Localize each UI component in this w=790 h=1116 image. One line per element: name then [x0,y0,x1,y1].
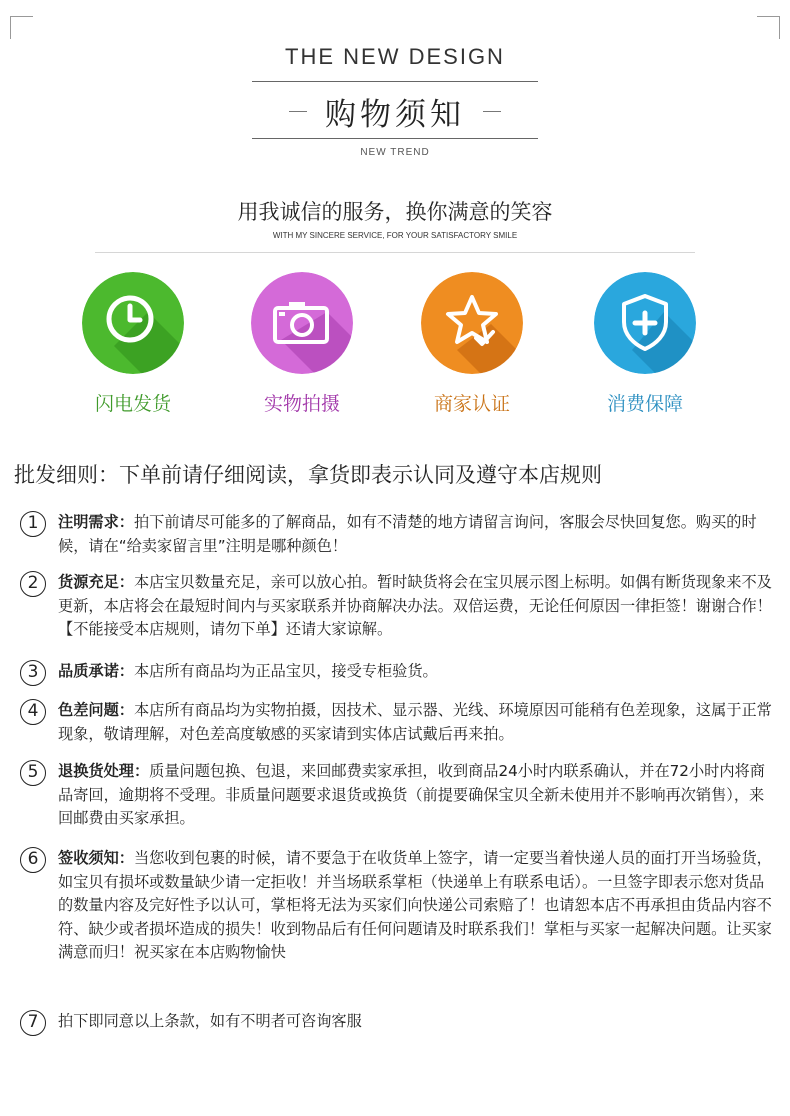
header-rule-bottom [252,138,538,139]
rule-text: 本店所有商品均为实物拍摄，因技术、显示器、光线、环境原因可能稍有色差现象，这属于正常现象，敬请理解，对色差高度敏感的买家请到实体店试戴后再来拍。 [58,701,772,743]
slogan: 用我诚信的服务，换你满意的笑容 [237,200,553,224]
rule-text: 本店所有商品均为正品宝贝，接受专柜验货。 [133,662,438,680]
rules-heading: 批发细则：下单前请仔细阅读，拿货即表示认同及遵守本店规则 [14,463,602,487]
rule-text: 当您收到包裹的时候，请不要急于在收货单上签字，请一定要当着快递人员的面打开当场验货，如宝贝有损坏或数量缺少请一定拒收！并当场联系掌柜（快递单上有联系电话）。一旦签字即表示您对货品的数量内容及完好性予以认可，掌柜将无法为买家们向快递公司索赔了！也请恕本店不再承担由货品内容不符、缺少或者损坏造成的损失！收到物品后有任何问题请及时联系我们！掌柜与买家一起解决问题。让买家满意而归！祝买家在本店购物愉快 [58,849,772,961]
rule-number: 3 [20,660,46,686]
rule-number: 5 [20,760,46,786]
rule-item-5 [14,760,776,831]
rule-label: 色差问题： [58,701,134,719]
rule-item-3 [14,660,776,684]
slogan-divider [95,252,695,253]
rule-item-4 [14,699,776,746]
feature-real-photos [247,272,357,416]
rule-item-2 [14,571,776,642]
rule-label: 签收须知： [58,849,134,867]
subtitle-text: NEW TREND [360,147,430,158]
star-badge-icon [421,272,523,374]
rule-label: 货源充足： [58,573,134,591]
title-dash-right [483,111,501,112]
rule-number: 7 [20,1010,46,1036]
header [0,0,790,170]
rule-number: 4 [20,699,46,725]
rule-text: 本店宝贝数量充足，亲可以放心拍。暂时缺货将会在宝贝展示图上标明。如偶有断货现象来不及更新，本店将会在最短时间内与买家联系并协商解决办法。双倍运费，无论任何原因一律拒签！谢谢合作！【不能接受本店规则，请勿下单】还请大家谅解。 [58,573,772,638]
feature-label-consumer-protection: 消费保障 [606,393,683,415]
rule-item-7 [14,1010,776,1034]
rule-number: 6 [20,847,46,873]
header-rule-top [252,81,538,82]
feature-merchant-verified [417,272,527,416]
camera-icon [251,272,353,374]
rule-number: 1 [20,511,46,537]
rule-item-1 [14,511,776,558]
rule-text: 质量问题包换、包退，来回邮费卖家承担，收到商品24小时内联系确认，并在72小时内将商品寄回，逾期将不受理。非质量问题要求退货或换货（前提要确保宝贝全新未使用并不影响再次销售），来回邮费由买家承担。 [58,762,765,827]
title-dash-left [289,111,307,112]
rule-item-6 [14,847,776,965]
feature-label-merchant-verified: 商家认证 [433,393,510,415]
rule-label: 注明需求： [58,513,134,531]
feature-label-real-photos: 实物拍摄 [263,393,340,415]
rule-number: 2 [20,571,46,597]
rule-text: 拍下前请尽可能多的了解商品，如有不清楚的地方请留言询问，客服会尽快回复您。购买的时候，请在“给卖家留言里”注明是哪种颜色！ [58,513,757,555]
feature-label-fast-shipping: 闪电发货 [94,393,171,415]
clock-icon [82,272,184,374]
feature-consumer-protection [590,272,700,416]
slogan-english: WITH MY SINCERE SERVICE, FOR YOUR SATISFACTORY SMILE [272,231,518,240]
title-row [0,88,790,134]
rule-label: 退换货处理： [58,762,150,780]
feature-fast-shipping [78,272,188,416]
rule-label: 品质承诺： [58,662,134,680]
eyebrow-text: THE NEW DESIGN [285,44,505,69]
shield-plus-icon [594,272,696,374]
rule-text: 拍下即同意以上条款，如有不明者可咨询客服 [58,1012,362,1030]
page-title: 购物须知 [325,96,465,133]
